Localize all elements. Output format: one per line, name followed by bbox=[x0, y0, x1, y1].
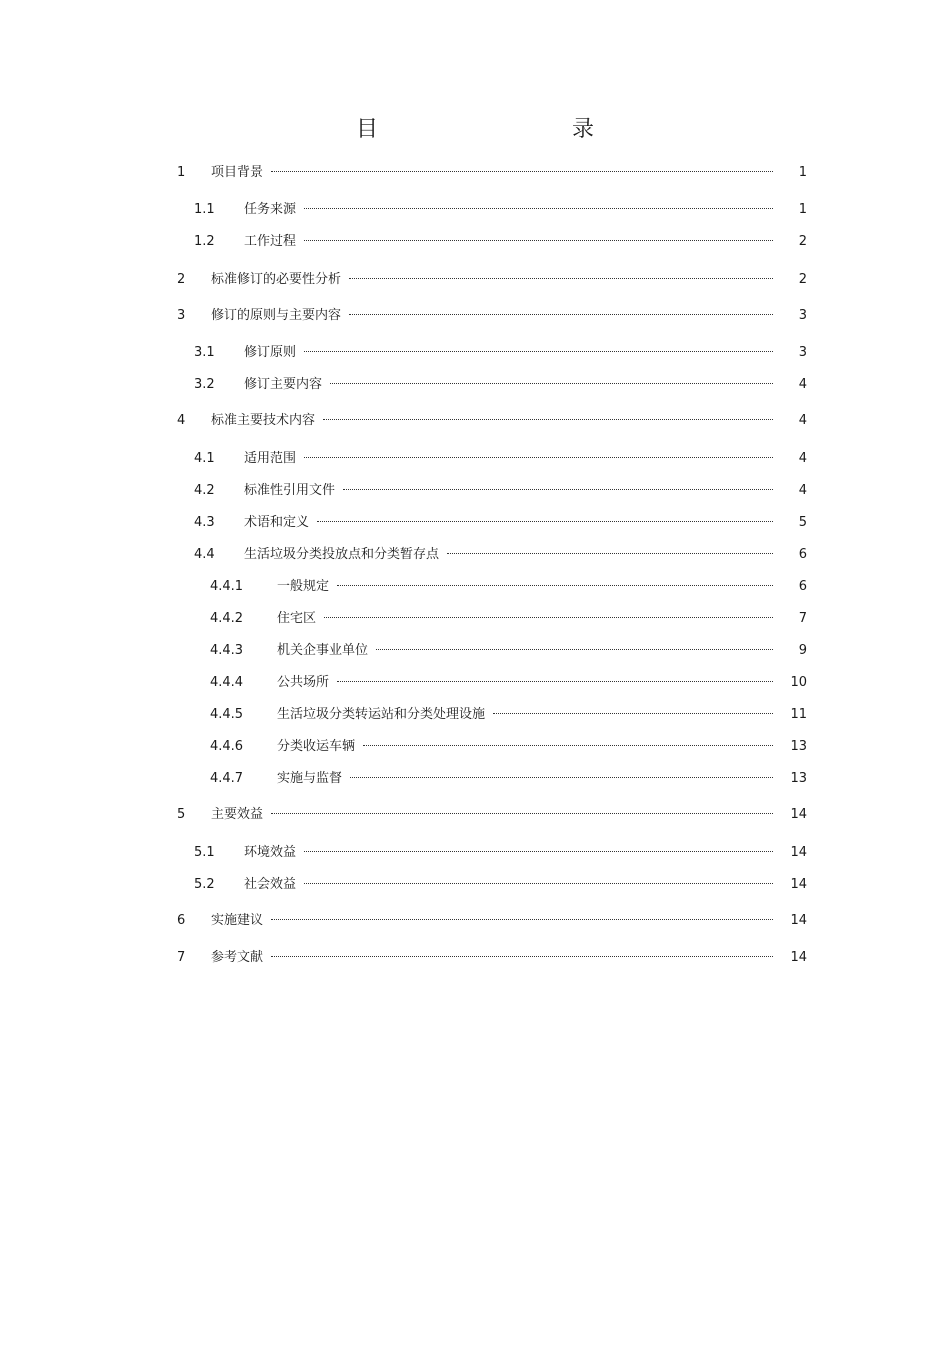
toc-entry-label: 生活垃圾分类转运站和分类处理设施 bbox=[277, 707, 486, 722]
toc-entry-number: 7 bbox=[177, 950, 186, 965]
toc-entry-number: 5.2 bbox=[194, 877, 215, 892]
toc-entry-number: 4.4.2 bbox=[210, 611, 244, 626]
toc-entry-number: 1.2 bbox=[194, 234, 215, 249]
toc-entry-label: 适用范围 bbox=[244, 451, 297, 466]
toc-entry-label: 修订主要内容 bbox=[244, 377, 323, 392]
dot-leader bbox=[363, 745, 773, 746]
toc-entry-label: 一般规定 bbox=[277, 579, 330, 594]
toc-entry[interactable] bbox=[194, 232, 807, 252]
toc-entry-label: 标准主要技术内容 bbox=[211, 413, 316, 428]
toc-entry-number: 1 bbox=[177, 165, 186, 180]
toc-entry[interactable] bbox=[194, 200, 807, 220]
toc-entry-number: 4 bbox=[177, 413, 186, 428]
toc-entry[interactable] bbox=[194, 343, 807, 363]
toc-entry-number: 1.1 bbox=[194, 202, 215, 217]
toc-entry-number: 4.4.1 bbox=[210, 579, 244, 594]
dot-leader bbox=[323, 419, 773, 420]
toc-entry[interactable] bbox=[194, 843, 807, 863]
toc-entry-page-number: 14 bbox=[790, 950, 807, 965]
toc-entry-page-number: 14 bbox=[790, 913, 807, 928]
toc-entry-label: 社会效益 bbox=[244, 877, 297, 892]
toc-entry[interactable] bbox=[177, 163, 807, 183]
toc-entry[interactable] bbox=[194, 875, 807, 895]
toc-entry-number: 4.3 bbox=[194, 515, 215, 530]
toc-entry[interactable] bbox=[177, 911, 807, 931]
toc-entry-page-number: 14 bbox=[790, 877, 807, 892]
toc-entry-number: 5 bbox=[177, 807, 186, 822]
dot-leader bbox=[271, 956, 773, 957]
toc-entry-label: 实施建议 bbox=[211, 913, 264, 928]
toc-title: 目 录 bbox=[355, 117, 644, 142]
toc-entry-page-number: 4 bbox=[798, 451, 807, 466]
dot-leader bbox=[350, 777, 773, 778]
toc-entry-number: 4.2 bbox=[194, 483, 215, 498]
toc-entry-number: 6 bbox=[177, 913, 186, 928]
toc-entry-number: 4.4 bbox=[194, 547, 215, 562]
toc-entry-label: 分类收运车辆 bbox=[277, 739, 356, 754]
toc-entry[interactable] bbox=[210, 705, 807, 725]
toc-entry-label: 公共场所 bbox=[277, 675, 330, 690]
dot-leader bbox=[304, 208, 773, 209]
toc-entry-page-number: 2 bbox=[798, 234, 807, 249]
toc-entry[interactable] bbox=[210, 641, 807, 661]
toc-entry-page-number: 7 bbox=[798, 611, 807, 626]
toc-entry-label: 住宅区 bbox=[277, 611, 317, 626]
dot-leader bbox=[447, 553, 773, 554]
toc-entry-number: 4.4.4 bbox=[210, 675, 244, 690]
toc-entry-label: 生活垃圾分类投放点和分类暂存点 bbox=[244, 547, 440, 562]
toc-entry-page-number: 4 bbox=[798, 377, 807, 392]
toc-entry[interactable] bbox=[177, 306, 807, 326]
dot-leader bbox=[304, 883, 773, 884]
toc-entry-number: 3 bbox=[177, 308, 186, 323]
dot-leader bbox=[304, 851, 773, 852]
toc-entry-page-number: 6 bbox=[798, 547, 807, 562]
dot-leader bbox=[330, 383, 773, 384]
dot-leader bbox=[271, 171, 773, 172]
dot-leader bbox=[493, 713, 773, 714]
toc-entry-page-number: 3 bbox=[798, 308, 807, 323]
toc-entry-page-number: 3 bbox=[798, 345, 807, 360]
dot-leader bbox=[343, 489, 773, 490]
toc-entry-page-number: 1 bbox=[798, 202, 807, 217]
toc-entry-page-number: 6 bbox=[798, 579, 807, 594]
toc-entry-page-number: 4 bbox=[798, 413, 807, 428]
toc-entry[interactable] bbox=[210, 609, 807, 629]
toc-entry-page-number: 5 bbox=[798, 515, 807, 530]
toc-entry[interactable] bbox=[210, 577, 807, 597]
toc-entry-page-number: 13 bbox=[790, 771, 807, 786]
dot-leader bbox=[349, 314, 773, 315]
dot-leader bbox=[304, 457, 773, 458]
toc-entry-label: 术语和定义 bbox=[244, 515, 310, 530]
toc-entry-label: 实施与监督 bbox=[277, 771, 343, 786]
toc-entry-page-number: 10 bbox=[790, 675, 807, 690]
dot-leader bbox=[271, 919, 773, 920]
toc-entry[interactable] bbox=[210, 673, 807, 693]
toc-entry-page-number: 11 bbox=[790, 707, 807, 722]
toc-entry-page-number: 2 bbox=[798, 272, 807, 287]
toc-entry-number: 4.4.5 bbox=[210, 707, 244, 722]
toc-entry-number: 4.4.7 bbox=[210, 771, 244, 786]
toc-entry-label: 修订原则 bbox=[244, 345, 297, 360]
toc-entry-label: 主要效益 bbox=[211, 807, 264, 822]
dot-leader bbox=[376, 649, 773, 650]
toc-entry-label: 项目背景 bbox=[211, 165, 264, 180]
toc-entry-label: 参考文献 bbox=[211, 950, 264, 965]
toc-entry[interactable] bbox=[210, 769, 807, 789]
dot-leader bbox=[271, 813, 773, 814]
dot-leader bbox=[317, 521, 773, 522]
toc-entry-number: 3.1 bbox=[194, 345, 215, 360]
toc-entry-page-number: 13 bbox=[790, 739, 807, 754]
toc-entry[interactable] bbox=[194, 545, 807, 565]
dot-leader bbox=[324, 617, 773, 618]
toc-entry-number: 4.1 bbox=[194, 451, 215, 466]
toc-entry-page-number: 1 bbox=[798, 165, 807, 180]
dot-leader bbox=[337, 585, 773, 586]
toc-entry-number: 4.4.6 bbox=[210, 739, 244, 754]
toc-entry-label: 工作过程 bbox=[244, 234, 297, 249]
toc-entry-number: 4.4.3 bbox=[210, 643, 244, 658]
dot-leader bbox=[337, 681, 773, 682]
dot-leader bbox=[304, 240, 773, 241]
dot-leader bbox=[304, 351, 773, 352]
toc-entry-label: 标准修订的必要性分析 bbox=[211, 272, 342, 287]
toc-entry-page-number: 9 bbox=[798, 643, 807, 658]
toc-entry-label: 修订的原则与主要内容 bbox=[211, 308, 342, 323]
toc-entry[interactable] bbox=[210, 737, 807, 757]
toc-entry-number: 2 bbox=[177, 272, 186, 287]
toc-entry-page-number: 14 bbox=[790, 845, 807, 860]
toc-entry-label: 环境效益 bbox=[244, 845, 297, 860]
toc-entry-number: 3.2 bbox=[194, 377, 215, 392]
toc-entry[interactable] bbox=[177, 805, 807, 825]
toc-entry[interactable] bbox=[194, 481, 807, 501]
toc-entry-number: 5.1 bbox=[194, 845, 215, 860]
toc-entry-label: 任务来源 bbox=[244, 202, 297, 217]
toc-entry[interactable] bbox=[177, 948, 807, 968]
toc-entry[interactable] bbox=[177, 411, 807, 431]
toc-entry[interactable] bbox=[177, 270, 807, 290]
toc-entry-label: 机关企事业单位 bbox=[277, 643, 369, 658]
toc-entry-label: 标准性引用文件 bbox=[244, 483, 336, 498]
toc-entry-page-number: 4 bbox=[798, 483, 807, 498]
toc-entry[interactable] bbox=[194, 449, 807, 469]
dot-leader bbox=[349, 278, 773, 279]
toc-entry[interactable] bbox=[194, 513, 807, 533]
toc-entry[interactable] bbox=[194, 375, 807, 395]
toc-entry-page-number: 14 bbox=[790, 807, 807, 822]
